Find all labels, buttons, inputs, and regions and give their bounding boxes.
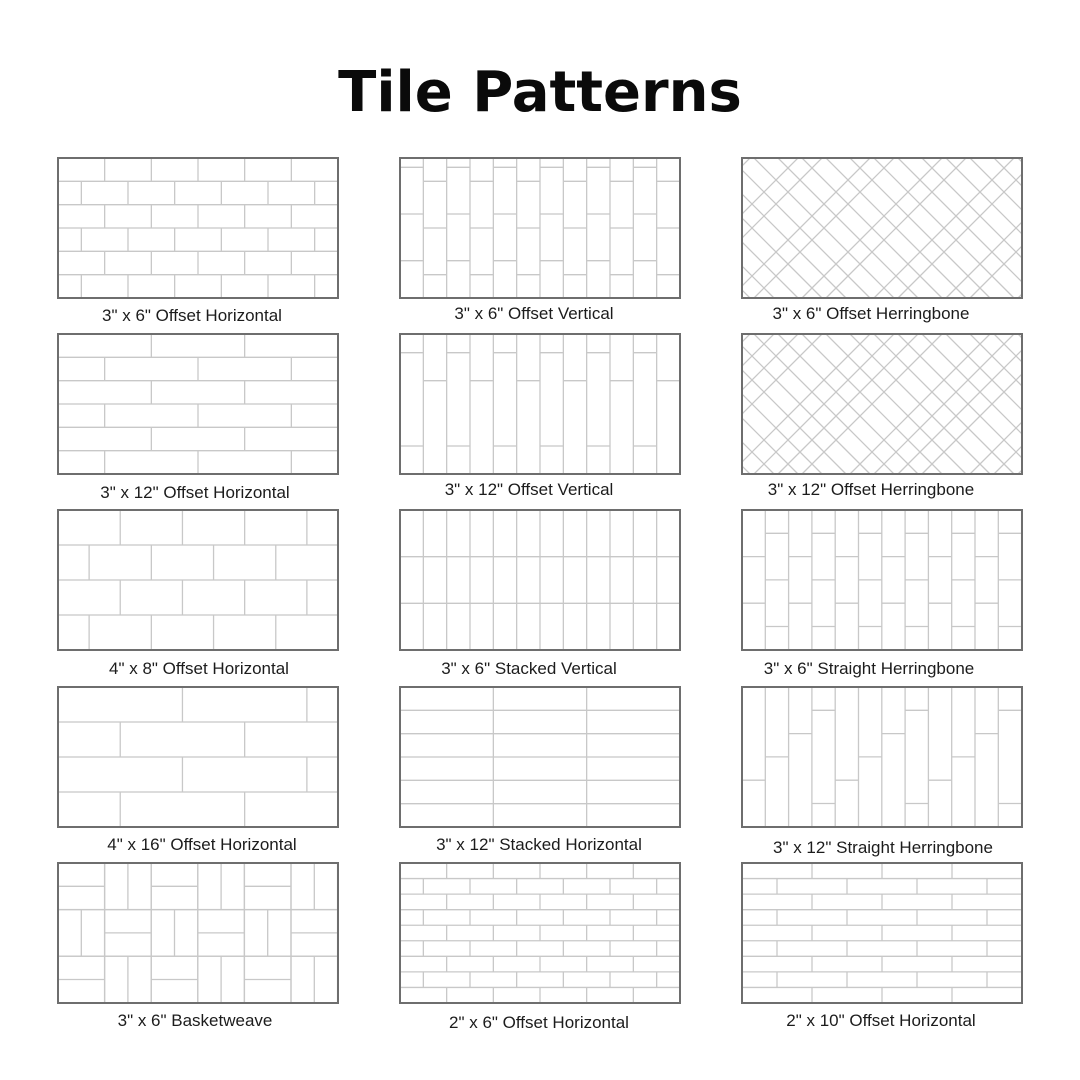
pattern-drawing-offset-v-3x12: [399, 333, 681, 475]
pattern-tile-offset-h-3x6: [57, 157, 339, 299]
grout-lines: [400, 510, 680, 650]
pattern-drawing-offset-h-3x6: [57, 157, 339, 299]
grout-lines: [400, 687, 680, 827]
pattern-label: 3" x 6" Basketweave: [117, 1011, 273, 1030]
grout-lines: [400, 158, 680, 298]
pattern-label: 3" x 6" Straight Herringbone: [763, 659, 975, 678]
pattern-tile-offset-v-3x6: [399, 157, 681, 299]
pattern-label: 3" x 6" Stacked Vertical: [441, 659, 617, 678]
pattern-label: 3" x 12" Stacked Horizontal: [436, 835, 642, 854]
pattern-label: 2" x 6" Offset Horizontal: [449, 1013, 629, 1032]
grout-lines: [58, 687, 338, 827]
pattern-drawing-herring-3x12: [741, 333, 1023, 475]
grout-lines: [58, 863, 339, 1004]
pattern-drawing-straight-herring-3x6: [741, 509, 1023, 651]
pattern-tile-stacked-h-3x12: [399, 686, 681, 828]
grout-lines: [741, 158, 1023, 298]
pattern-drawing-offset-v-3x6: [399, 157, 681, 299]
pattern-label: 2" x 10" Offset Horizontal: [786, 1011, 976, 1030]
pattern-label: 3" x 12" Offset Horizontal: [100, 483, 290, 502]
pattern-label: 3" x 12" Offset Herringbone: [767, 480, 975, 499]
grout-lines: [58, 510, 338, 650]
pattern-drawing-straight-herring-3x12: [741, 686, 1023, 828]
pattern-drawing-stacked-v-3x6: [399, 509, 681, 651]
grout-lines: [58, 158, 338, 298]
pattern-tile-offset-v-3x12: [399, 333, 681, 475]
pattern-tile-straight-herring-3x12: [741, 686, 1023, 828]
grout-lines: [742, 509, 1023, 650]
pattern-drawing-stacked-h-3x12: [399, 686, 681, 828]
pattern-label: 3" x 6" Offset Vertical: [454, 304, 614, 323]
grout-lines: [58, 334, 338, 474]
tile-frame: [742, 158, 1022, 298]
pattern-tile-offset-h-4x8: [57, 509, 339, 651]
pattern-label: 3" x 6" Offset Herringbone: [772, 304, 970, 323]
pattern-tile-herring-3x12: [741, 333, 1023, 475]
pattern-tile-stacked-v-3x6: [399, 509, 681, 651]
page-title: Tile Patterns: [338, 60, 742, 125]
pattern-label: 4" x 16" Offset Horizontal: [107, 835, 297, 854]
pattern-tile-offset-h-2x6: [399, 862, 681, 1004]
tile-frame: [742, 334, 1022, 474]
pattern-label: 3" x 6" Offset Horizontal: [102, 306, 282, 325]
pattern-tile-offset-h-3x12: [57, 333, 339, 475]
pattern-drawing-offset-h-2x10: [741, 862, 1023, 1004]
pattern-label: 3" x 12" Offset Vertical: [444, 480, 614, 499]
pattern-tile-straight-herring-3x6: [741, 509, 1023, 651]
grout-lines: [742, 686, 1023, 827]
pattern-drawing-offset-h-2x6: [399, 862, 681, 1004]
pattern-tile-offset-h-2x10: [741, 862, 1023, 1004]
pattern-drawing-basketweave-3x6: [57, 862, 339, 1004]
pattern-drawing-herring-3x6: [741, 157, 1023, 299]
pattern-drawing-offset-h-4x16: [57, 686, 339, 828]
grout-lines: [400, 334, 680, 474]
grout-lines: [741, 334, 1023, 474]
pattern-tile-basketweave-3x6: [57, 862, 339, 1004]
pattern-drawing-offset-h-3x12: [57, 333, 339, 475]
pattern-tile-herring-3x6: [741, 157, 1023, 299]
grout-lines: [742, 863, 1022, 1003]
pattern-label: 4" x 8" Offset Horizontal: [109, 659, 289, 678]
pattern-drawing-offset-h-4x8: [57, 509, 339, 651]
grout-lines: [400, 863, 680, 1003]
pattern-tile-offset-h-4x16: [57, 686, 339, 828]
pattern-label: 3" x 12" Straight Herringbone: [773, 838, 993, 857]
